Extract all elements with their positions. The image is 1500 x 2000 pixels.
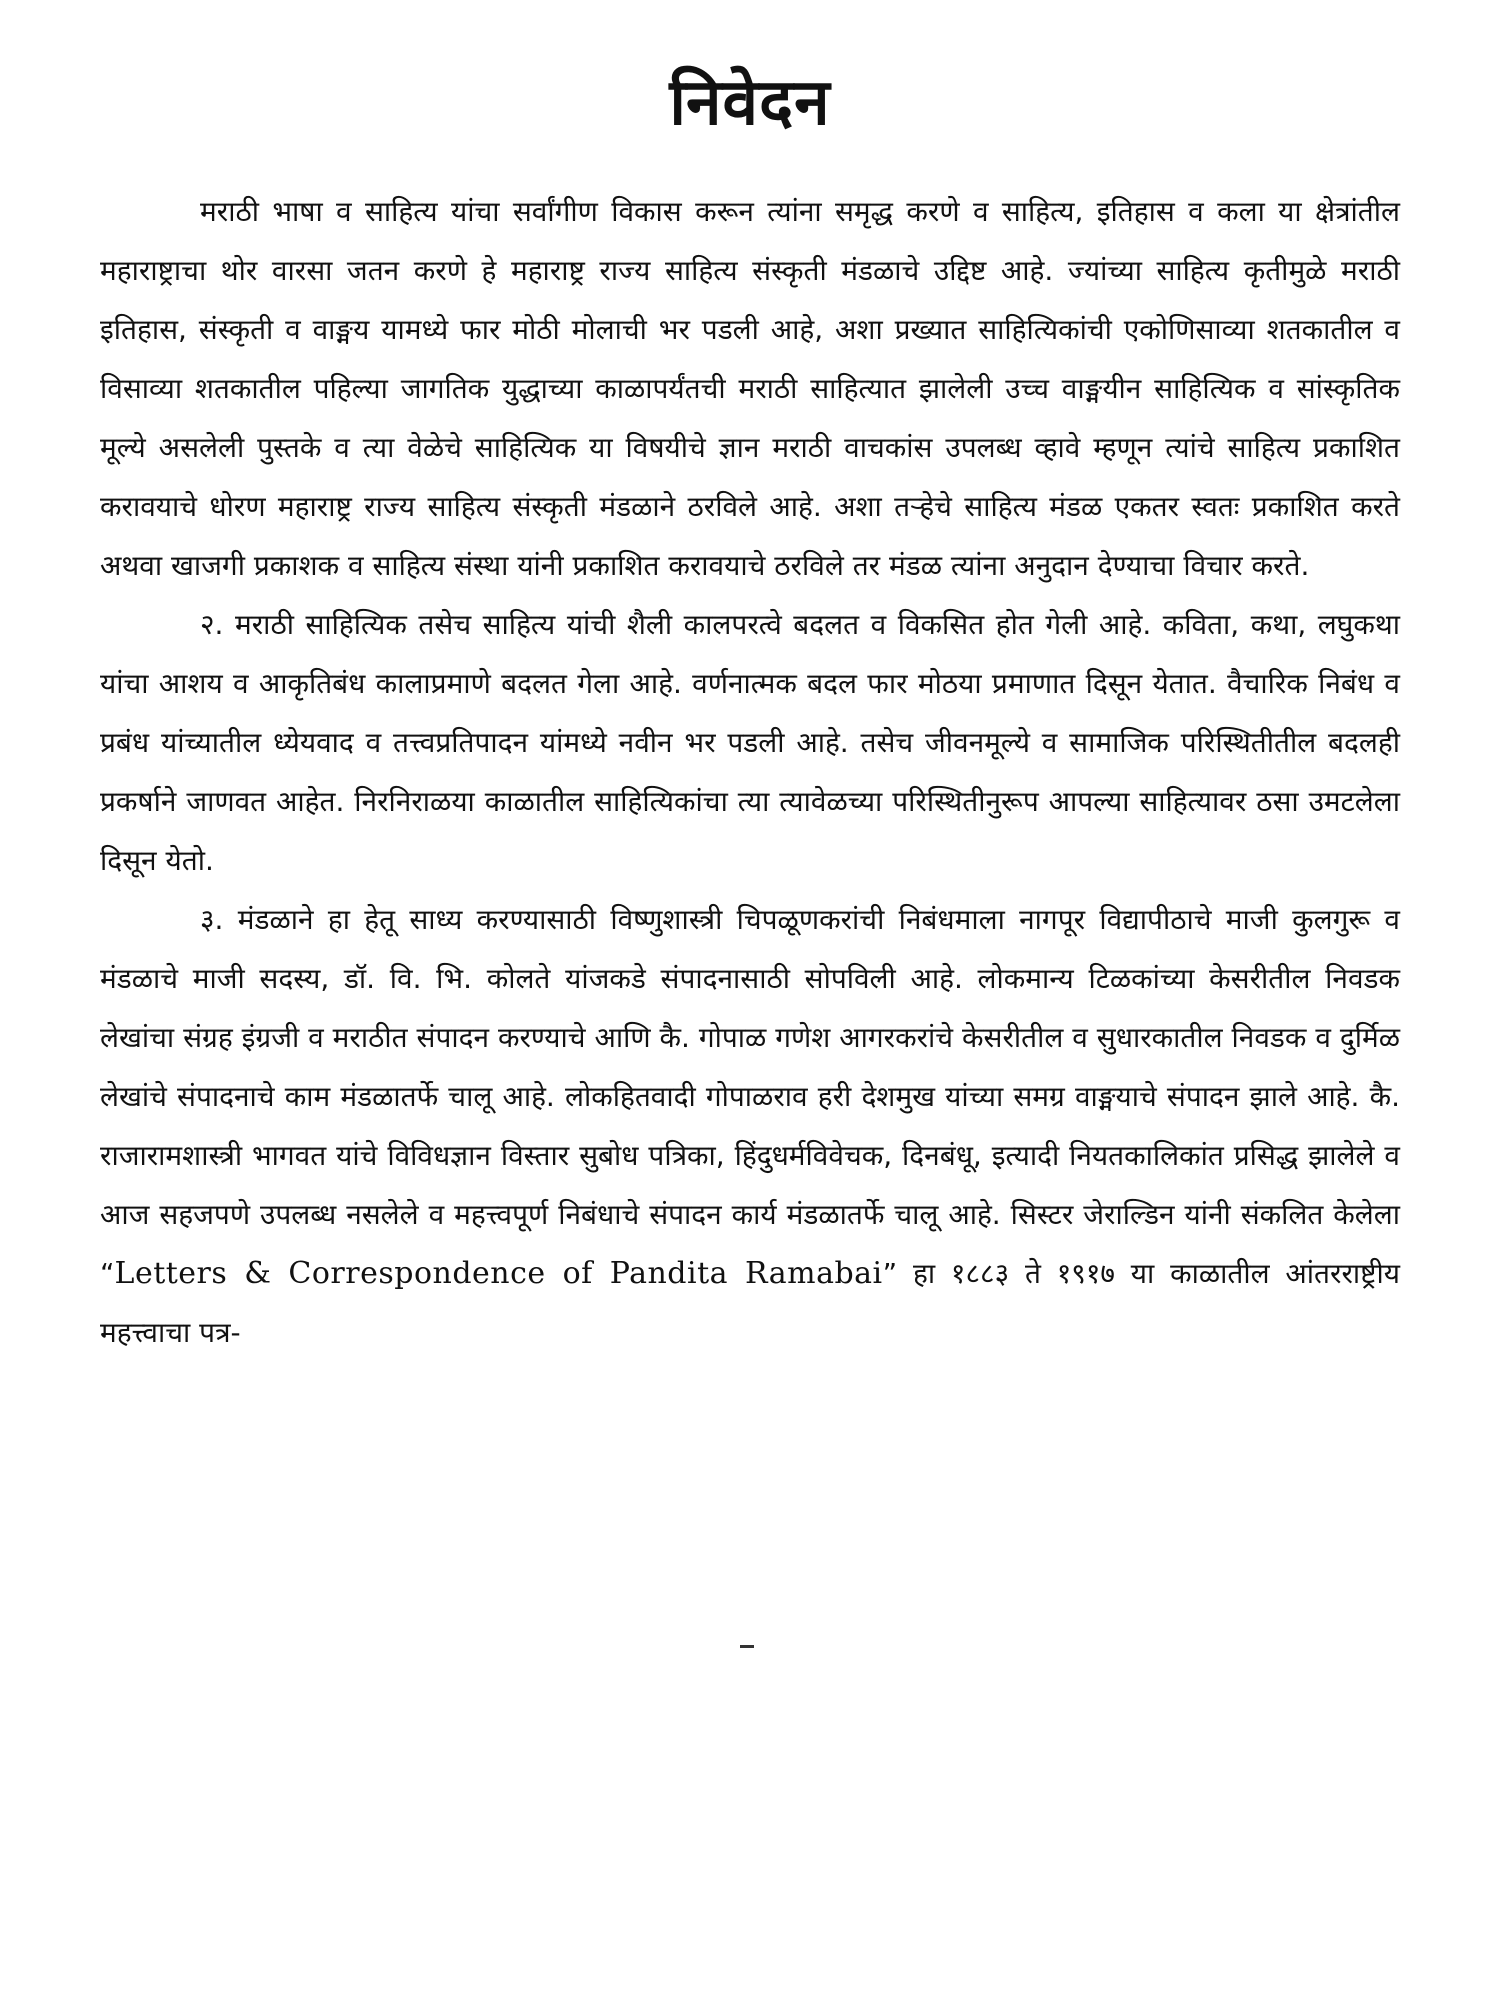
page-title: निवेदन	[669, 66, 831, 140]
page-continuation-mark	[740, 1645, 754, 1648]
paragraph-3-text-part-1: ३. मंडळाने हा हेतू साध्य करण्यासाठी विष्णुशास्त्री चिपळूणकरांची निबंधमाला नागपूर विद्यापीठाचे माजी कुलगुरू व मंडळाचे माजी सदस्य, डॉ. वि. भि. कोलते यांजकडे संपादनासाठी सोपविली आहे. लोकमान्य टिळकांच्या केसरीतील निवडक लेखांचा संग्रह इंग्रजी व मराठीत संपादन करण्याचे आणि कै. गोपाळ गणेश आगरकरांचे केसरीतील व सुधारकातील निवडक व दुर्मिळ लेखांचे संपादनाचे काम मंडळातर्फे चालू आहे. लोकहितवादी गोपाळराव हरी देशमुख यांच्या समग्र वाङ्मयाचे संपादन झाले आहे. कै. राजारामशास्त्री भागवत यांचे विविधज्ञान विस्तार सुबोध पत्रिका, हिंदुधर्मविवेचक, दिनबंधू, इत्यादी नियतकालिकांत प्रसिद्ध झालेले व आज सहजपणे उपलब्ध नसलेले व महत्त्वपूर्ण निबंधाचे संपादन कार्य मंडळातर्फे चालू आहे. सिस्टर जेराल्डिन यांनी संकलित केलेला “	[100, 903, 1400, 1290]
paragraph-3-latin-title: Letters & Correspondence of Pandita Ramabai	[114, 1256, 883, 1291]
paragraph-3	[100, 890, 1400, 1362]
body-text	[100, 182, 1400, 1362]
paragraph-3-text-part-2: ” हा १८८३ ते १९१७ या काळातील आंतरराष्ट्रीय महत्त्वाचा पत्र-	[100, 1257, 1400, 1349]
paragraph-1: मराठी भाषा व साहित्य यांचा सर्वांगीण विकास करून त्यांना समृद्ध करणे व साहित्य, इतिहास व कला या क्षेत्रांतील महाराष्ट्राचा थोर वारसा जतन करणे हे महाराष्ट्र राज्य साहित्य संस्कृती मंडळाचे उद्दिष्ट आहे. ज्यांच्या साहित्य कृतीमुळे मराठी इतिहास, संस्कृती व वाङ्मय यामध्ये फार मोठी मोलाची भर पडली आहे, अशा प्रख्यात साहित्यिकांची एकोणिसाव्या शतकातील व विसाव्या शतकातील पहिल्या जागतिक युद्धाच्या काळापर्यंतची मराठी साहित्यात झालेली उच्च वाङ्मयीन साहित्यिक व सांस्कृतिक मूल्ये असलेली पुस्तके व त्या वेळेचे साहित्यिक या विषयीचे ज्ञान मराठी वाचकांस उपलब्ध व्हावे म्हणून त्यांचे साहित्य प्रकाशित करावयाचे धोरण महाराष्ट्र राज्य साहित्य संस्कृती मंडळाने ठरविले आहे. अशा तऱ्हेचे साहित्य मंडळ एकतर स्वतः प्रकाशित करते अथवा खाजगी प्रकाशक व साहित्य संस्था यांनी प्रकाशित करावयाचे ठरविले तर मंडळ त्यांना अनुदान देण्याचा विचार करते.	[100, 195, 1400, 582]
paragraph-2: २. मराठी साहित्यिक तसेच साहित्य यांची शैली कालपरत्वे बदलत व विकसित होत गेली आहे. कविता, कथा, लघुकथा यांचा आशय व आकृतिबंध कालाप्रमाणे बदलत गेला आहे. वर्णनात्मक बदल फार मोठया प्रमाणात दिसून येतात. वैचारिक निबंध व प्रबंध यांच्यातील ध्येयवाद व तत्त्वप्रतिपादन यांमध्ये नवीन भर पडली आहे. तसेच जीवनमूल्ये व सामाजिक परिस्थितीतील बदलही प्रकर्षाने जाणवत आहेत. निरनिराळया काळातील साहित्यिकांचा त्या त्यावेळच्या परिस्थितीनुरूप आपल्या साहित्यावर ठसा उमटलेला दिसून येतो.	[100, 608, 1400, 877]
